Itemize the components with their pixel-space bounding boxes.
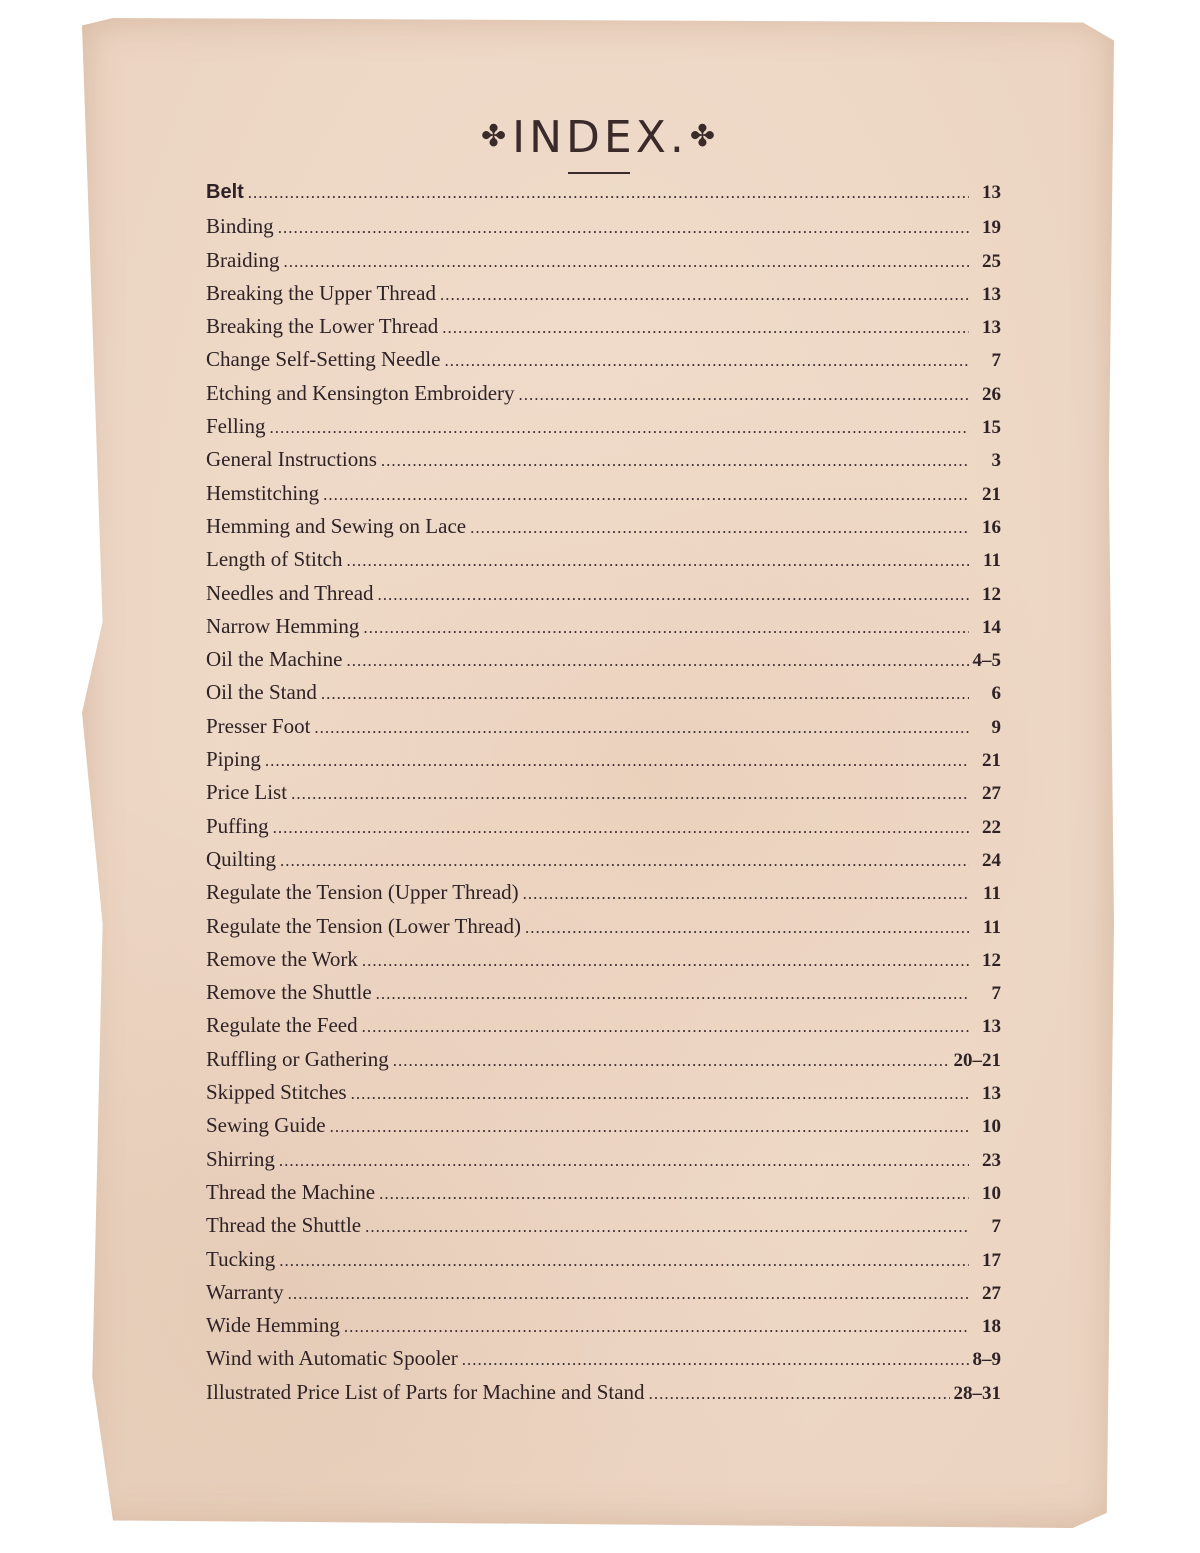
dot-leader: [462, 1350, 969, 1370]
entry-label: Regulate the Tension (Upper Thread): [206, 880, 519, 905]
index-entry: [206, 1346, 1001, 1379]
dot-leader: [288, 1284, 969, 1304]
index-entry: [206, 248, 1001, 281]
entry-page-number: 8–9: [972, 1349, 1001, 1371]
entry-label: Wide Hemming: [206, 1313, 340, 1338]
dot-leader: [393, 1051, 950, 1071]
entry-label: Etching and Kensington Embroidery: [206, 380, 515, 405]
dot-leader: [270, 418, 969, 438]
entry-page-number: 13: [982, 317, 1001, 339]
index-entry: [206, 1313, 1001, 1346]
entry-page-number: 13: [982, 1083, 1001, 1105]
entry-page-number: 19: [982, 217, 1001, 239]
entry-label: Hemstitching: [206, 480, 320, 505]
ornament-right-icon: ✤: [689, 119, 719, 154]
index-entry: [206, 314, 1001, 347]
index-entry: [206, 1180, 1001, 1213]
entry-label: Thread the Machine: [206, 1179, 376, 1204]
index-entry: [206, 547, 1001, 580]
entry-page-number: 14: [982, 616, 1001, 638]
dot-leader: [379, 1184, 969, 1204]
entry-label: Binding: [206, 214, 274, 239]
dot-leader: [362, 951, 969, 971]
dot-leader: [265, 751, 969, 771]
dot-leader: [351, 1084, 969, 1104]
index-entry: [206, 880, 1001, 913]
entry-page-number: 4–5: [972, 650, 1001, 672]
index-entry: [206, 647, 1001, 680]
index-entry: [206, 914, 1001, 947]
dot-leader: [381, 451, 969, 471]
index-entry: [206, 1013, 1001, 1046]
entry-page-number: 11: [983, 883, 1001, 905]
index-entry: [206, 581, 1001, 614]
index-entry: [206, 281, 1001, 314]
entry-label: Warranty: [206, 1279, 284, 1304]
dot-leader: [444, 351, 969, 371]
entry-label: Price List: [206, 780, 288, 805]
entry-label: Quilting: [206, 846, 277, 871]
index-entry: [206, 847, 1001, 880]
entry-page-number: 3: [991, 450, 1001, 472]
entry-label: Illustrated Price List of Parts for Machine and Stand: [206, 1379, 645, 1404]
dot-leader: [363, 618, 969, 638]
entry-page-number: 10: [982, 1182, 1001, 1204]
entry-label: Oil the Stand: [206, 680, 317, 705]
entry-page-number: 9: [991, 716, 1001, 738]
dot-leader: [470, 518, 969, 538]
index-title: [0, 112, 1200, 163]
entry-label: Length of Stitch: [206, 547, 343, 572]
entry-page-number: 18: [982, 1316, 1001, 1338]
dot-leader: [365, 1217, 969, 1237]
entry-label: Remove the Shuttle: [206, 980, 372, 1005]
index-entry: [206, 381, 1001, 414]
dot-leader: [330, 1117, 969, 1137]
index-entry: [206, 980, 1001, 1013]
entry-label: General Instructions: [206, 447, 377, 472]
entry-label: Needles and Thread: [206, 580, 374, 605]
dot-leader: [291, 784, 969, 804]
entry-page-number: 7: [991, 983, 1001, 1005]
entry-label: Breaking the Lower Thread: [206, 314, 439, 339]
dot-leader: [248, 183, 969, 203]
entry-label: Hemming and Sewing on Lace: [206, 513, 467, 538]
entry-label: Regulate the Tension (Lower Thread): [206, 913, 521, 938]
entry-label: Narrow Hemming: [206, 613, 360, 638]
dot-leader: [442, 318, 969, 338]
entry-label: Belt: [206, 181, 244, 203]
dot-leader: [279, 1151, 969, 1171]
title-text: INDEX.: [512, 112, 688, 163]
index-entry: [206, 614, 1001, 647]
index-entry: [206, 780, 1001, 813]
entry-label: Wind with Automatic Spooler: [206, 1346, 458, 1371]
entry-page-number: 25: [982, 250, 1001, 272]
index-entry: [206, 447, 1001, 480]
entry-page-number: 24: [982, 849, 1001, 871]
entry-page-number: 10: [982, 1116, 1001, 1138]
dot-leader: [440, 285, 969, 305]
index-entry: [206, 1147, 1001, 1180]
index-entry: [206, 714, 1001, 747]
index-entry: [206, 814, 1001, 847]
entry-label: Shirring: [206, 1146, 275, 1171]
index-entry: [206, 214, 1001, 247]
entry-page-number: 12: [982, 583, 1001, 605]
dot-leader: [314, 718, 969, 738]
dot-leader: [649, 1384, 950, 1404]
index-entry: [206, 1047, 1001, 1080]
entry-page-number: 27: [982, 1282, 1001, 1304]
index-entry: [206, 1247, 1001, 1280]
index-entry: [206, 514, 1001, 547]
entry-label: Oil the Machine: [206, 647, 343, 672]
index-entry: [206, 1380, 1001, 1413]
entry-label: Puffing: [206, 813, 269, 838]
entry-label: Regulate the Feed: [206, 1013, 358, 1038]
entry-page-number: 6: [991, 683, 1001, 705]
entry-label: Change Self-Setting Needle: [206, 347, 441, 372]
index-entry: [206, 481, 1001, 514]
entry-page-number: 26: [982, 383, 1001, 405]
index-list: [206, 181, 1001, 1413]
dot-leader: [346, 651, 968, 671]
index-entry: [206, 347, 1001, 380]
dot-leader: [284, 252, 970, 272]
dot-leader: [346, 551, 969, 571]
entry-label: Skipped Stitches: [206, 1080, 347, 1105]
entry-label: Braiding: [206, 247, 280, 272]
entry-page-number: 15: [982, 417, 1001, 439]
dot-leader: [280, 851, 969, 871]
entry-page-number: 16: [982, 516, 1001, 538]
entry-label: Thread the Shuttle: [206, 1213, 362, 1238]
entry-page-number: 27: [982, 783, 1001, 805]
ornament-left-icon: ✤: [481, 119, 511, 154]
index-entry: [206, 947, 1001, 980]
entry-page-number: 21: [982, 483, 1001, 505]
dot-leader: [323, 485, 969, 505]
dot-leader: [344, 1317, 969, 1337]
entry-label: Felling: [206, 414, 266, 439]
dot-leader: [525, 918, 969, 938]
dot-leader: [278, 218, 969, 238]
entry-page-number: 13: [982, 1016, 1001, 1038]
index-entry: [206, 181, 1001, 214]
index-entry: [206, 1213, 1001, 1246]
dot-leader: [376, 984, 969, 1004]
entry-label: Piping: [206, 747, 261, 772]
entry-page-number: 11: [983, 916, 1001, 938]
entry-page-number: 23: [982, 1149, 1001, 1171]
entry-page-number: 22: [982, 816, 1001, 838]
entry-page-number: 7: [991, 1216, 1001, 1238]
entry-label: Presser Foot: [206, 713, 311, 738]
index-entry: [206, 414, 1001, 447]
index-entry: [206, 1280, 1001, 1313]
entry-page-number: 17: [982, 1249, 1001, 1271]
entry-page-number: 11: [983, 550, 1001, 572]
dot-leader: [523, 884, 969, 904]
entry-label: Breaking the Upper Thread: [206, 280, 436, 305]
entry-page-number: 13: [982, 182, 1001, 203]
dot-leader: [362, 1017, 969, 1037]
entry-page-number: 28–31: [953, 1382, 1001, 1404]
entry-page-number: 20–21: [953, 1049, 1001, 1071]
index-entry: [206, 1080, 1001, 1113]
dot-leader: [378, 585, 969, 605]
entry-page-number: 13: [982, 283, 1001, 305]
entry-page-number: 12: [982, 949, 1001, 971]
entry-label: Tucking: [206, 1246, 276, 1271]
index-entry: [206, 1113, 1001, 1146]
index-entry: [206, 747, 1001, 780]
dot-leader: [519, 385, 969, 405]
entry-label: Sewing Guide: [206, 1113, 326, 1138]
entry-page-number: 21: [982, 750, 1001, 772]
entry-page-number: 7: [991, 350, 1001, 372]
dot-leader: [279, 1251, 969, 1271]
title-underline: [568, 172, 630, 174]
index-entry: [206, 680, 1001, 713]
entry-label: Ruffling or Gathering: [206, 1046, 389, 1071]
dot-leader: [321, 684, 969, 704]
entry-label: Remove the Work: [206, 946, 358, 971]
dot-leader: [273, 818, 969, 838]
